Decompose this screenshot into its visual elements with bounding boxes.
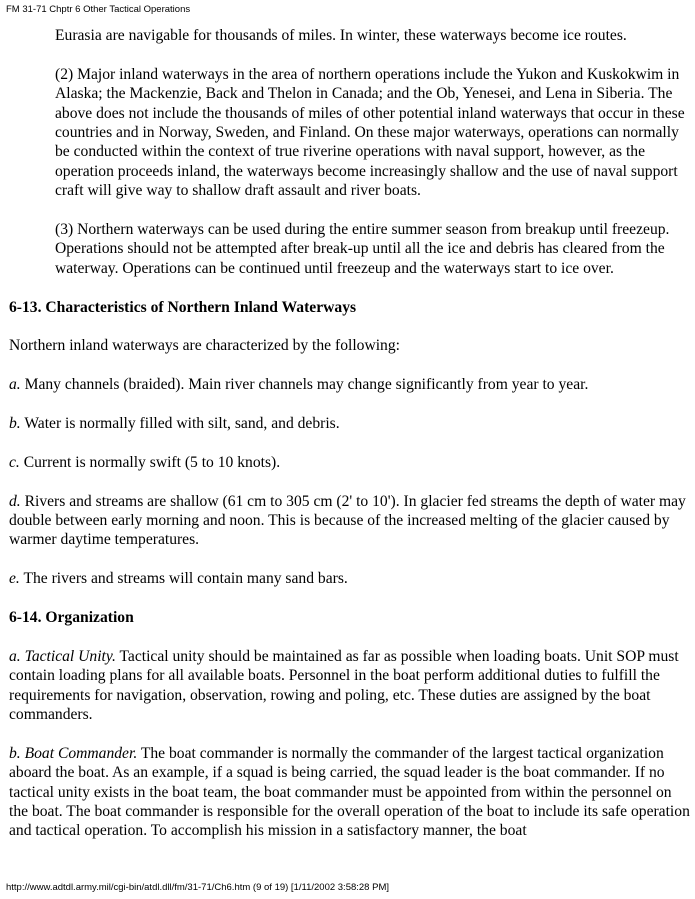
list-item-6-14-a: [9, 647, 691, 725]
paragraph-major-waterways: (2) Major inland waterways in the area of northern operations include the Yukon and Kuskokwim in Alaska; the Mackenzie, Back and Thelon in Canada; and the Ob, Yenesei, and Lena in Siberia. The above does not include the thousands of miles of other potential inland waterways that occur in these countries and in Norway, Sweden, and Finland. On these major waterways, operations can normally be conducted within the context of true riverine operations with naval support, however, as the operation proceeds inland, the waterways become increasingly shallow and the use of naval support craft will give way to shallow draft assault and river boats.: [55, 65, 685, 200]
section-heading-6-13: 6-13. Characteristics of Northern Inland Waterways: [9, 298, 357, 316]
page-footer-url: http://www.adtdl.army.mil/cgi-bin/atdl.dll/fm/31-71/Ch6.htm (9 of 19) [1/11/2002 3:58:28 PM]: [6, 882, 389, 893]
list-item-6-13-e: [9, 569, 691, 588]
item-marker: c.: [9, 453, 20, 471]
item-text: Many channels (braided). Main river channels may change significantly from year to year.: [20, 376, 589, 394]
list-item-6-13-c: [9, 453, 691, 472]
item-marker: a.: [9, 376, 21, 394]
paragraph-continuation: Eurasia are navigable for thousands of miles. In winter, these waterways become ice routes.: [55, 27, 627, 44]
list-item-6-13-a: [9, 375, 691, 394]
list-item-6-13-b: [9, 414, 691, 433]
list-item-6-14-b: [9, 744, 691, 841]
item-text: Current is normally swift (5 to 10 knots).: [19, 453, 281, 471]
item-text: Rivers and streams are shallow (61 cm to 305 cm (2' to 10'). In glacier fed streams the depth of water may double between early morning and noon. This is because of the increased melting of the glacier caused by warmer daytime temperatures.: [9, 492, 686, 549]
item-marker: b. Boat Commander.: [9, 744, 138, 762]
item-marker: d.: [9, 492, 21, 510]
item-text: Water is normally filled with silt, sand, and debris.: [20, 415, 340, 433]
document-body: [9, 26, 691, 841]
item-text: The boat commander is normally the commander of the largest tactical organization aboard the boat. As an example, if a squad is being carried, the squad leader is the boat commander. If no tactical unity exists in the boat team, the boat commander must be appointed from within the personnel on the boat. The boat commander is responsible for the overall operation of the boat to include its safe operation and tactical operation. To accomplish his mission in a satisfactory manner, the boat: [9, 744, 690, 840]
item-marker: e.: [9, 570, 20, 588]
paragraph-seasonal-use: (3) Northern waterways can be used during the entire summer season from breakup until freezeup. Operations should not be attempted after break-up until all the ice and debris has cleared from the waterway. Operations can be continued until freezeup and the waterways start to ice over.: [55, 221, 670, 277]
item-text: The rivers and streams will contain many sand bars.: [19, 570, 348, 588]
page-header: FM 31-71 Chptr 6 Other Tactical Operations: [6, 4, 191, 15]
list-item-6-13-d: [9, 492, 691, 550]
item-text: Tactical unity should be maintained as far as possible when loading boats. Unit SOP must contain loading plans for all available boats. Personnel in the boat perform additional duties to fulfill the requirements for navigation, observation, rowing and poling, etc. These duties are assigned by the boat commanders.: [9, 647, 679, 724]
item-marker: a. Tactical Unity.: [9, 647, 116, 665]
item-marker: b.: [9, 415, 21, 433]
section-heading-6-14: 6-14. Organization: [9, 609, 134, 627]
section-6-13-intro: Northern inland waterways are characterized by the following:: [9, 337, 400, 355]
